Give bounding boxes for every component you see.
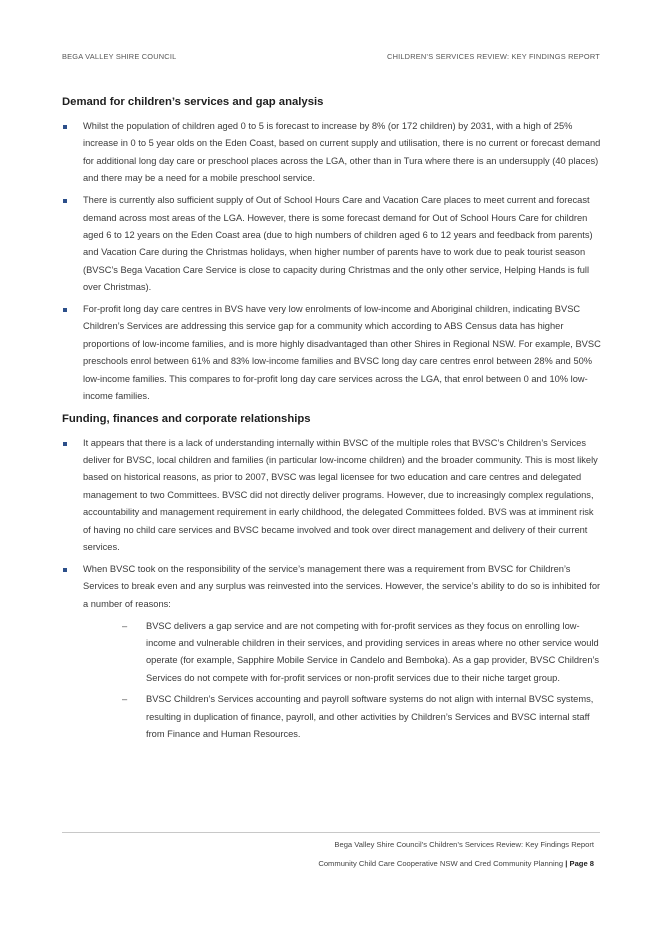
page-body bbox=[62, 94, 602, 747]
bullet-item: For-profit long day care centres in BVS have very low enrolments of low-income and Aboriginal children, indicating BVSC Children’s Services are addressing this service gap for a community which according to ABS Census data has higher proportions of low-income families, and is more highly disadvantaged than other Shires in Regional NSW. For example, BVSC preschools enrol between 61% and 83% low-income families and BVSC long day care centres enrol between 28% and 50% low-income families. This compares to for-profit long day care services across the LGA, that enrol between 0 and 10% low-income families. bbox=[62, 301, 602, 405]
bullet-item-with-sublist bbox=[62, 561, 602, 613]
bullet-item: There is currently also sufficient supply of Out of School Hours Care and Vacation Care places to meet current and forecast demand across most areas of the LGA. However, there is some forecast demand for Out of School Hours Care for children aged 6 to 12 years on the Eden Coast area (due to high numbers of children aged 6 to 12 years and feedback from parents) and Vacation Care during the Christmas holidays, when higher number of parents have to work due to peak tourist season (BVSC’s Bega Vacation Care Service is close to capacity during Christmas and the only other service, Helping Hands is full over Christmas). bbox=[62, 192, 602, 296]
footer-credits bbox=[318, 859, 594, 868]
footer-authors: Community Child Care Cooperative NSW and Cred Community Planning bbox=[318, 859, 564, 868]
page-number: Page 8 bbox=[569, 859, 594, 868]
demand-bullet-list bbox=[62, 118, 602, 406]
funding-bullet-list bbox=[62, 435, 602, 614]
bullet-text: When BVSC took on the responsibility of the service’s management there was a requirement from BVSC for Children’s Services to break even and any surplus was reinvested into the services. However, the service’s ability to do so is inhibited for a number of reasons: bbox=[83, 563, 601, 609]
footer-report-title: Bega Valley Shire Council’s Children’s Services Review: Key Findings Report bbox=[334, 840, 594, 849]
header-organisation: BEGA VALLEY SHIRE COUNCIL bbox=[62, 52, 177, 61]
bullet-item: Whilst the population of children aged 0 to 5 is forecast to increase by 8% (or 172 children) by 2031, with a high of 25% increase in 0 to 5 year olds on the Eden Coast, based on current supply and utilisation, there is no current or forecast demand for additional long day care or preschool places across the LGA, other than in Tura where there is an undersupply (40 places) and there may be a need for a mobile preschool service. bbox=[62, 118, 602, 188]
section-heading-funding: Funding, finances and corporate relationships bbox=[62, 412, 311, 425]
header-report-title: CHILDREN’S SERVICES REVIEW: KEY FINDINGS REPORT bbox=[387, 52, 600, 61]
section-heading-demand: Demand for children’s services and gap analysis bbox=[62, 96, 324, 108]
footer-separator: | bbox=[565, 859, 568, 868]
footer-divider bbox=[62, 832, 600, 833]
bullet-item: It appears that there is a lack of understanding internally within BVSC of the multiple roles that BVSC’s Children’s Services deliver for BVSC, local children and families (in particular low-income children) and the broader community. This is most likely based on historical reasons, as prior to 2007, BVSC was legal licensee for two education and care centres and delegated management to two Committees. BVSC did not directly deliver programs. However, due to increasingly complex regulations, accountability and management requirement in early childhood, the delegated Committees folded. BVS was at imminent risk of having no child care services and BVSC became involved and took over direct management and delivery of their current services. bbox=[62, 435, 602, 557]
funding-sub-bullet-list bbox=[62, 618, 602, 744]
sub-bullet-item: – BVSC Children’s Services accounting and payroll software systems do not align with internal BVSC systems, resulting in duplication of finance, payroll, and other activities by Children’s Services and BVSC internal staff from Finance and Human Resources. bbox=[122, 691, 602, 743]
sub-bullet-item: – BVSC delivers a gap service and are not competing with for-profit services as they focus on enrolling low-income and vulnerable children in their services, and providing services in areas where no other service would operate (for example, Sapphire Mobile Service in Candelo and Bemboka). As a gap provider, BVSC Children’s Services do not compete with for-profit services or non-profit services due to their niche target group. bbox=[122, 618, 602, 688]
